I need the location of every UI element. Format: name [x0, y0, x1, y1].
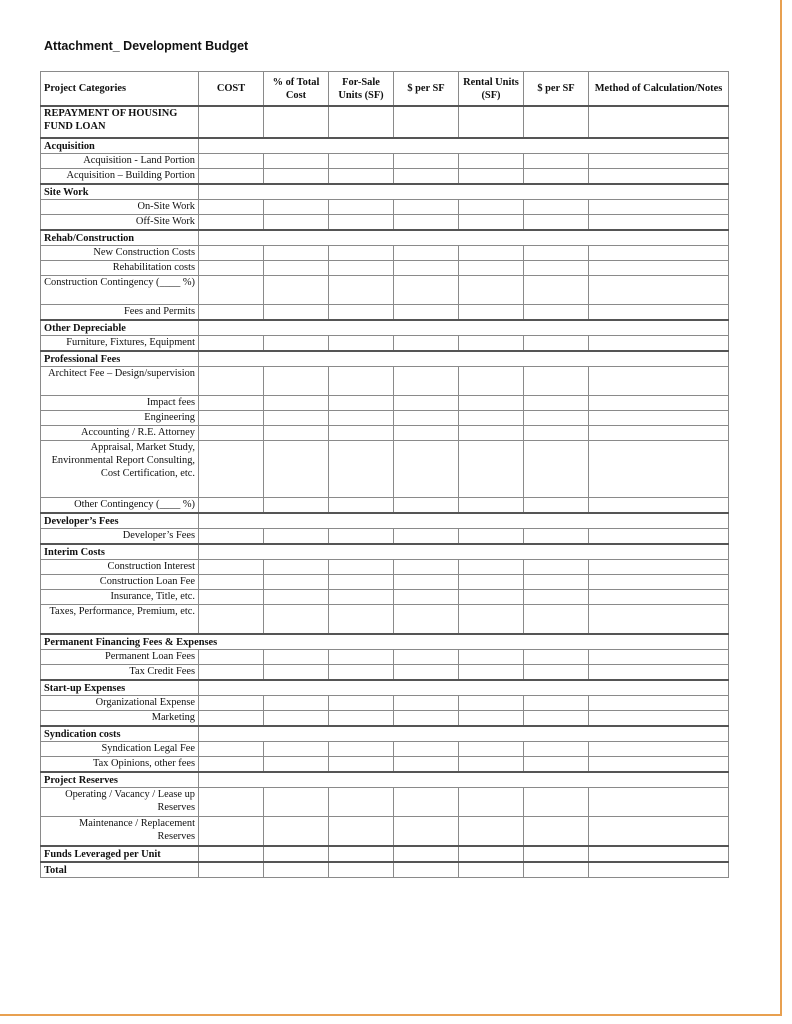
- category-startup-expenses: Start-up Expenses: [41, 680, 199, 696]
- row-label-operating-reserves: Operating / Vacancy / Lease up Reserves: [41, 788, 199, 817]
- table-row: [41, 696, 729, 711]
- header-pct-total-cost: % of Total Cost: [264, 72, 329, 107]
- row-label-offsite: Off-Site Work: [41, 215, 199, 231]
- table-row: [41, 351, 729, 367]
- table-row: [41, 634, 729, 650]
- row-label-developer-fees: Developer’s Fees: [41, 529, 199, 545]
- row-label-construction-contingency: Construction Contingency (____ %): [41, 276, 199, 305]
- table-row: [41, 665, 729, 681]
- row-label-accounting: Accounting / R.E. Attorney: [41, 426, 199, 441]
- header-row: [41, 72, 729, 107]
- row-label-construction-interest: Construction Interest: [41, 560, 199, 575]
- table-row: [41, 529, 729, 545]
- category-project-reserves: Project Reserves: [41, 772, 199, 788]
- row-label-impact-fees: Impact fees: [41, 396, 199, 411]
- row-label-organizational-expense: Organizational Expense: [41, 696, 199, 711]
- table-row: [41, 788, 729, 817]
- table-row: [41, 650, 729, 665]
- table-row: [41, 169, 729, 185]
- header-rental-units: Rental Units (SF): [459, 72, 524, 107]
- row-label-tax-opinions: Tax Opinions, other fees: [41, 757, 199, 773]
- table-row: [41, 411, 729, 426]
- category-site-work: Site Work: [41, 184, 199, 200]
- table-row: [41, 498, 729, 514]
- table-row: [41, 560, 729, 575]
- table-row: [41, 261, 729, 276]
- table-row: [41, 184, 729, 200]
- header-for-sale-units: For-Sale Units (SF): [329, 72, 394, 107]
- row-label-repayment: REPAYMENT OF HOUSING FUND LOAN: [41, 106, 199, 138]
- table-row: [41, 305, 729, 321]
- row-label-rehab-costs: Rehabilitation costs: [41, 261, 199, 276]
- row-label-marketing: Marketing: [41, 711, 199, 727]
- page-border-bottom: [0, 1014, 782, 1016]
- table-row: [41, 320, 729, 336]
- row-label-fees-permits: Fees and Permits: [41, 305, 199, 321]
- header-cost: COST: [199, 72, 264, 107]
- table-row: [41, 846, 729, 862]
- table-row: [41, 544, 729, 560]
- category-syndication-costs: Syndication costs: [41, 726, 199, 742]
- row-label-syndication-legal-fee: Syndication Legal Fee: [41, 742, 199, 757]
- row-label-other-contingency: Other Contingency (____ %): [41, 498, 199, 514]
- row-label-appraisal: Appraisal, Market Study, Environmental Report Consulting, Cost Certification, etc.: [41, 441, 199, 498]
- table-row: [41, 396, 729, 411]
- category-interim-costs: Interim Costs: [41, 544, 199, 560]
- table-row: [41, 817, 729, 847]
- table-row: [41, 513, 729, 529]
- header-method: Method of Calculation/Notes: [589, 72, 729, 107]
- table-row: [41, 200, 729, 215]
- category-acquisition: Acquisition: [41, 138, 199, 154]
- row-label-acq-building: Acquisition – Building Portion: [41, 169, 199, 185]
- table-row: [41, 772, 729, 788]
- document-title: Attachment_ Development Budget: [44, 39, 249, 53]
- table-row: [41, 367, 729, 396]
- row-label-tax-credit-fees: Tax Credit Fees: [41, 665, 199, 681]
- table-row: [41, 138, 729, 154]
- category-developer-fees: Developer’s Fees: [41, 513, 199, 529]
- page-border-right: [780, 0, 782, 1016]
- table-row: [41, 862, 729, 878]
- table-row: [41, 742, 729, 757]
- row-label-funds-leveraged: Funds Leveraged per Unit: [41, 846, 199, 862]
- header-per-sf-1: $ per SF: [394, 72, 459, 107]
- row-label-maintenance-reserves: Maintenance / Replacement Reserves: [41, 817, 199, 847]
- category-rehab: Rehab/Construction: [41, 230, 199, 246]
- row-label-permanent-loan-fees: Permanent Loan Fees: [41, 650, 199, 665]
- budget-table: [40, 71, 729, 878]
- table-row: [41, 575, 729, 590]
- category-other-depreciable: Other Depreciable: [41, 320, 199, 336]
- row-label-engineering: Engineering: [41, 411, 199, 426]
- table-row: [41, 680, 729, 696]
- row-label-construction-loan-fee: Construction Loan Fee: [41, 575, 199, 590]
- row-label-acq-land: Acquisition - Land Portion: [41, 154, 199, 169]
- table-row: [41, 605, 729, 635]
- table-row: [41, 230, 729, 246]
- table-row: [41, 246, 729, 261]
- row-label-total: Total: [41, 862, 199, 878]
- header-category: Project Categories: [41, 72, 199, 107]
- table-row: [41, 106, 729, 138]
- table-row: [41, 711, 729, 727]
- row-label-architect: Architect Fee – Design/supervision: [41, 367, 199, 396]
- table-row: [41, 441, 729, 498]
- row-label-ffe: Furniture, Fixtures, Equipment: [41, 336, 199, 352]
- row-label-onsite: On-Site Work: [41, 200, 199, 215]
- table-row: [41, 154, 729, 169]
- header-per-sf-2: $ per SF: [524, 72, 589, 107]
- category-professional-fees: Professional Fees: [41, 351, 199, 367]
- table-row: [41, 726, 729, 742]
- table-row: [41, 276, 729, 305]
- table-row: [41, 590, 729, 605]
- row-label-new-construction: New Construction Costs: [41, 246, 199, 261]
- table-row: [41, 426, 729, 441]
- row-label-taxes: Taxes, Performance, Premium, etc.: [41, 605, 199, 635]
- table-row: [41, 336, 729, 352]
- table-row: [41, 215, 729, 231]
- row-label-insurance: Insurance, Title, etc.: [41, 590, 199, 605]
- category-permanent-financing: Permanent Financing Fees & Expenses: [41, 634, 729, 650]
- table-row: [41, 757, 729, 773]
